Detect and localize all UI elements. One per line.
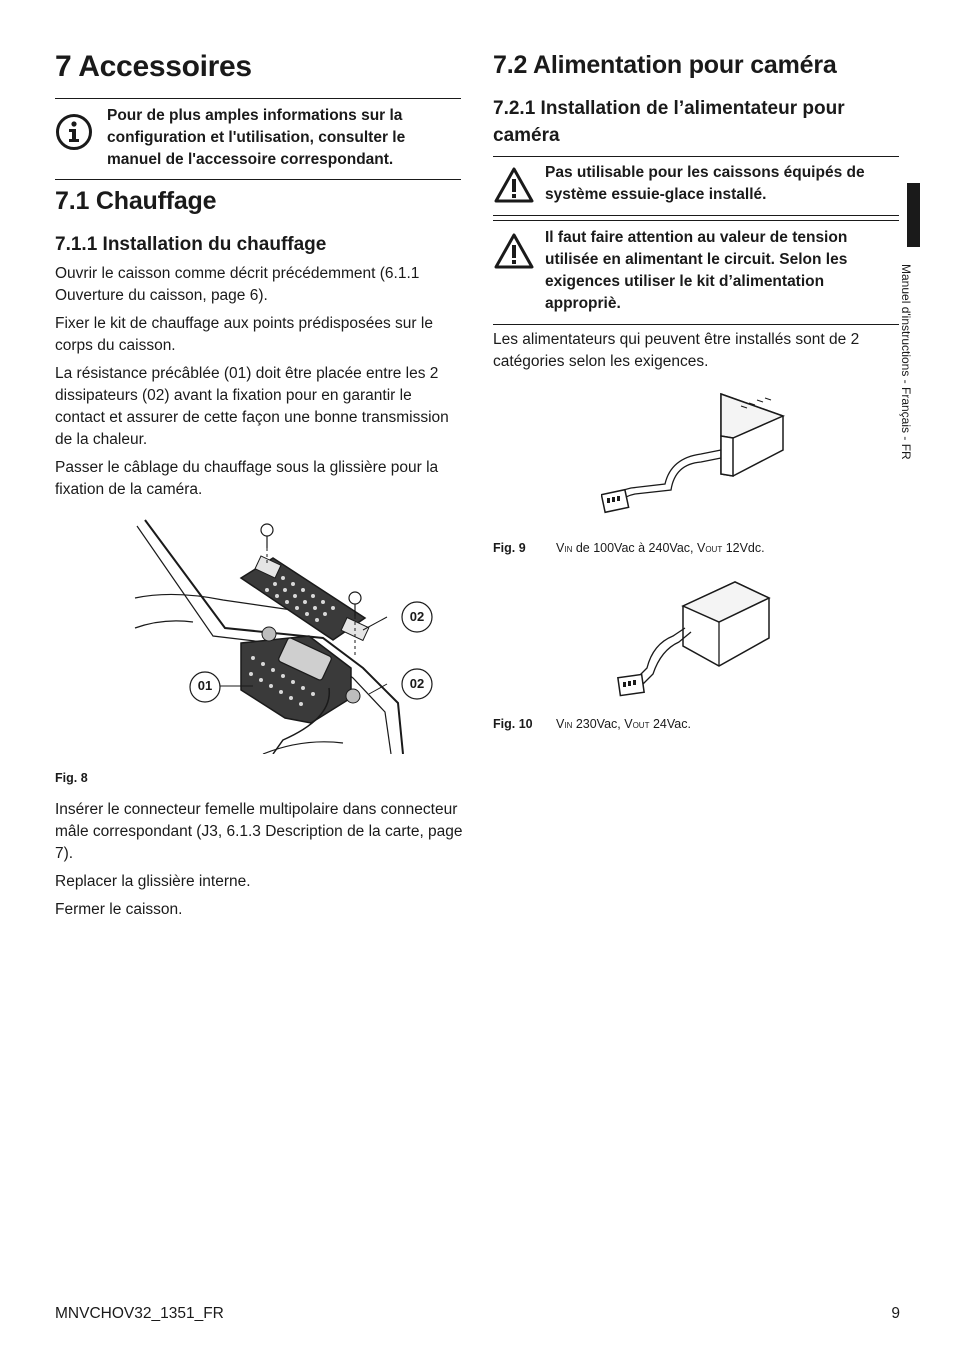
paragraph: Les alimentateurs qui peuvent être installés sont de 2 catégories selon les exigences.: [493, 331, 860, 370]
info-note: [55, 98, 461, 180]
chapter-tab-marker: [907, 183, 920, 247]
subsection-title-7-2-1: 7.2.1 Installation de l’alimentateur pour caméra: [493, 98, 845, 146]
callout-02: 02: [409, 609, 425, 624]
paragraph: Replacer la glissière interne.: [55, 873, 251, 890]
sidebar-text: Manuel d'instructions - Français - FR: [899, 264, 913, 460]
figure-caption: VIN 230Vac, VOUT 24Vac.: [556, 717, 691, 731]
section-title-7-2: 7.2 Alimentation pour caméra: [493, 51, 837, 79]
warning-note-text: Il faut faire attention au valeur de tension utilisée en alimentant le circuit. Selon les exigences utiliser le kit d’alimentation appropriè.: [545, 229, 848, 312]
warning-note: [493, 156, 899, 216]
page-number: 9: [891, 1305, 900, 1322]
paragraph: Insérer le connecteur femelle multipolaire dans connecteur mâle correspondant (J3, 6.1.3 Description de la carte, page 7).: [55, 801, 463, 862]
chapter-title: 7 Accessoires: [55, 50, 252, 83]
heater-installation-illustration: [133, 518, 438, 754]
paragraph: Fermer le caisson.: [55, 901, 183, 918]
callout-01: 01: [197, 678, 213, 693]
warning-note: [493, 220, 899, 325]
figure-label: Fig. 9: [493, 541, 526, 555]
footer-doc-code: MNVCHOV32_1351_FR: [55, 1305, 224, 1322]
figure-label: Fig. 8: [55, 771, 88, 785]
paragraph: Fixer le kit de chauffage aux points prédisposées sur le corps du caisson.: [55, 315, 433, 354]
warning-note-text: Pas utilisable pour les caissons équipés de système essuie-glace installé.: [545, 164, 865, 203]
info-note-text: Pour de plus amples informations sur la configuration et l'utilisation, consulter le manuel de l'accessoire correspondant.: [107, 107, 406, 168]
section-title-7-1: 7.1 Chauffage: [55, 187, 217, 215]
figure-caption: VIN de 100Vac à 240Vac, VOUT 12Vdc.: [556, 541, 765, 555]
callout-02: 02: [409, 676, 425, 691]
power-supply-12vdc-illustration: [601, 388, 791, 520]
paragraph: Passer le câblage du chauffage sous la glissière pour la fixation de la caméra.: [55, 459, 439, 498]
subsection-title-7-1-1: 7.1.1 Installation du chauffage: [55, 234, 327, 255]
figure-label: Fig. 10: [493, 717, 533, 731]
paragraph: La résistance précâblée (01) doit être placée entre les 2 dissipateurs (02) avant la fixation pour en garantir le contact et assurer de cette façon une bonne transmission de la chaleur.: [55, 365, 449, 448]
power-supply-24vac-illustration: [613, 578, 775, 700]
info-icon: [55, 113, 93, 151]
paragraph: Ouvrir le caisson comme décrit précédemment (6.1.1 Ouverture du caisson, page 6).: [55, 265, 420, 304]
warning-icon: [493, 166, 535, 204]
warning-icon: [493, 232, 535, 270]
